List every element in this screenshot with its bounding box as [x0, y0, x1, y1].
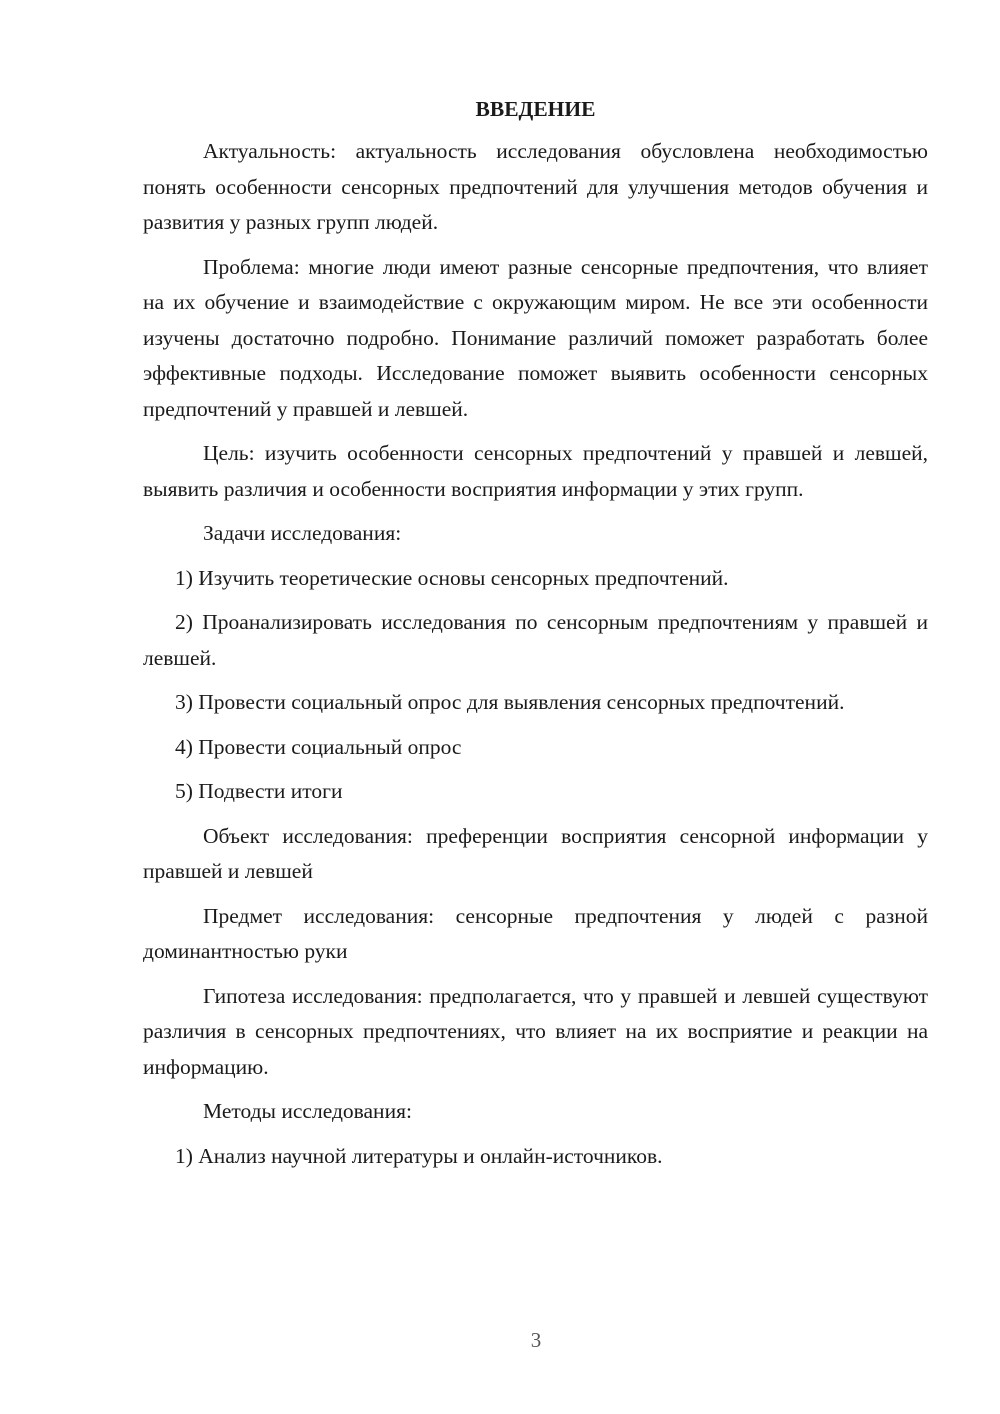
task-item-2: 2) Проанализировать исследования по сенсорным предпочтениям у правшей и левшей.	[143, 610, 928, 670]
document-page	[143, 92, 928, 1183]
problem-paragraph: Проблема: многие люди имеют разные сенсорные предпочтения, что влияет на их обучение и взаимодействие с окружающим миром. Не все эти особенности изучены достаточно подробно. Понимание различий поможет разработать более эффективные подходы. Исследование поможет выявить особенности сенсорных предпочтений у правшей и левшей.	[143, 254, 928, 421]
relevance-paragraph: Актуальность: актуальность исследования обусловлена необходимостью понять особенности сенсорных предпочтений для улучшения методов обучения и развития у разных групп людей.	[143, 139, 928, 234]
hypothesis-paragraph: Гипотеза исследования: предполагается, что у правшей и левшей существуют различия в сенсорных предпочтениях, что влияет на их восприятие и реакции на информацию.	[143, 983, 928, 1079]
section-title: ВВЕДЕНИЕ	[475, 97, 596, 121]
tasks-heading: Задачи исследования:	[203, 521, 402, 545]
subject-paragraph: Предмет исследования: сенсорные предпочтения у людей с разной доминантностью руки	[143, 903, 928, 963]
method-item-1: 1) Анализ научной литературы и онлайн-источников.	[175, 1143, 663, 1168]
task-item-5: 5) Подвести итоги	[175, 779, 343, 803]
methods-heading: Методы исследования:	[203, 1099, 412, 1123]
object-paragraph: Объект исследования: преференции восприятия сенсорной информации у правшей и левшей	[143, 823, 928, 883]
task-item-4: 4) Провести социальный опрос	[175, 734, 462, 759]
task-item-1: 1) Изучить теоретические основы сенсорных предпочтений.	[175, 565, 729, 590]
page-number: 3	[530, 1328, 542, 1352]
goal-paragraph: Цель: изучить особенности сенсорных предпочтений у правшей и левшей, выявить различия и особенности восприятия информации у этих групп.	[143, 441, 928, 501]
task-item-3: 3) Провести социальный опрос для выявления сенсорных предпочтений.	[175, 690, 845, 714]
